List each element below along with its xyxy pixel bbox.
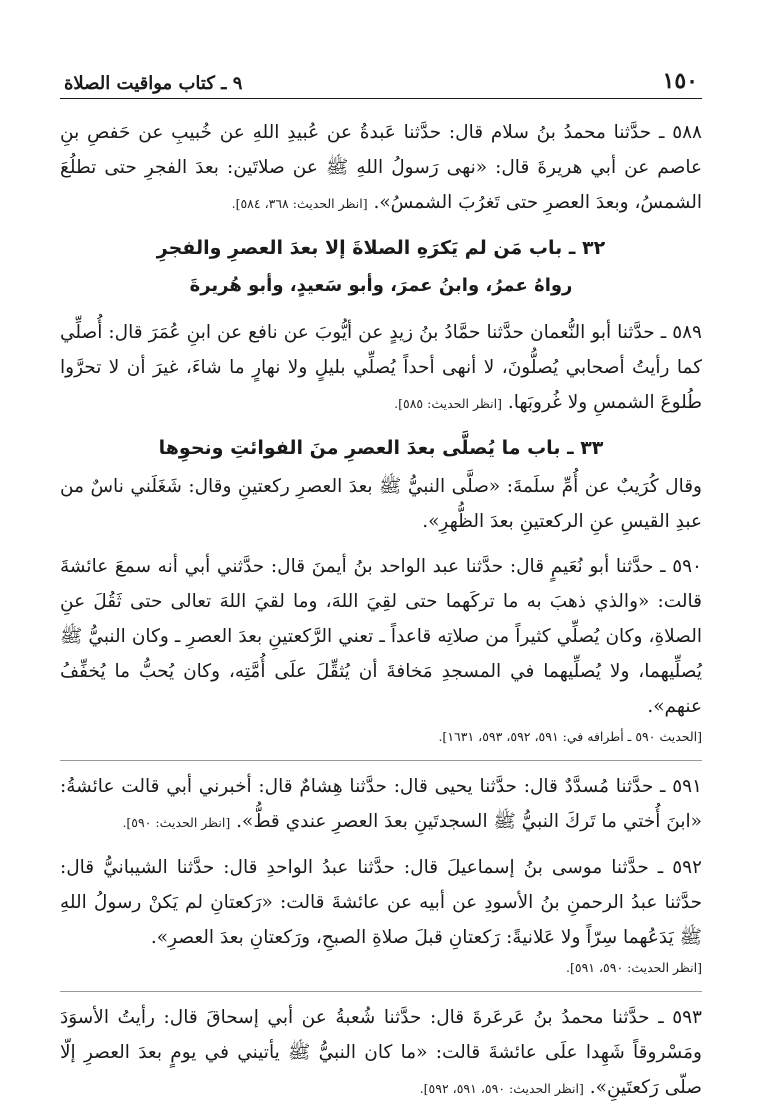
hadith-ref: [انظر الحديث: ٣٦٨، ٥٨٤]. [231,196,368,211]
hadith-592 [60,850,702,981]
running-title: ٩ ـ كتاب مواقيت الصلاة [64,73,243,94]
chapter-heading-32: ٣٢ ـ باب مَن لم يَكرَهِ الصلاةَ إلا بعدَ العصرِ والفجرِ [156,237,606,259]
hadith-text [60,115,702,221]
hadith-589 [60,315,702,421]
chapter-heading-33: ٣٣ ـ باب ما يُصلَّى بعدَ العصرِ منَ الفوائتِ ونحوِها [158,437,604,459]
hadith-text [60,315,702,421]
hadith-ref: [انظر الحديث: ٥٩٠]. [122,815,231,830]
chapter-intro-33 [60,469,702,539]
divider [60,760,702,761]
hadith-593 [60,1000,702,1106]
chapter-subheading-32: رواهُ عمرُ، وابنُ عمرَ، وأبو سَعيدٍ، وأبو هُريرةَ [189,275,573,296]
hadith-591 [60,769,702,840]
hadith-ref: [انظر الحديث: ٥٩٠، ٥٩١]. [566,960,702,975]
divider [60,991,702,992]
hadith-text: ٥٩٢ ـ حدَّثنا موسى بنُ إسماعيلَ قال: حدَّثنا عبدُ الواحدِ قال: حدَّثنا الشيبانيُّ قال: حدَّثنا عبدُ الرحمنِ بنُ الأسودِ عن أبيه عن عائشةَ قالت: «رَكعتانِ لم يَكنْ رسولُ اللهِ ﷺ يَدَعُهما سِرّاً ولا عَلانيةً: رَكعتانِ قبلَ صلاةِ الصبحِ، ورَكعتانِ بعدَ العصرِ». [60,857,702,948]
hadith-body: ٥٩٣ ـ حدَّثنا محمدُ بنُ عَرعَرةَ قال: حدَّثنا شُعبةُ عن أبي إسحاقَ قال: رأيتُ الأسوَدَ ومَسْروقاً شَهِدا علَى عائشةَ قالت: «ما كان النبيُّ ﷺ يأتيني في يومٍ بعدَ العصرِ إلّا صلّى رَكعتَينِ». [60,1007,702,1098]
hadith-ref: [انظر الحديث: ٥٨٥]. [394,396,502,411]
hadith-ref: [الحديث ٥٩٠ ـ أطرافه في: ٥٩١، ٥٩٢، ٥٩٣، ١٦٣١]. [438,729,702,744]
page-content [60,115,702,1106]
hadith-text [60,769,702,840]
hadith-590 [60,549,702,750]
intro-text: وقال كُرَيبٌ عن أُمِّ سلَمةَ: «صلَّى النبيُّ ﷺ بعدَ العصرِ ركعتينِ وقال: شَغَلَني ناسٌ من عبدِ القيسِ عنِ الركعتينِ بعدَ الظُّهرِ». [60,476,702,532]
hadith-body: ٥٨٨ ـ حدَّثنا محمدُ بنُ سلام قال: حدَّثنا عَبدةُ عن عُبيدِ اللهِ عن خُبيبِ عن حَفصِ بنِ عاصم عن أبي هريرةَ قال: «نهى رَسولُ اللهِ ﷺ عن صلاتَين: بعدَ الفجرِ حتى تطلُعَ الشمسُ، وبعدَ العصرِ حتى تَغرُبَ الشمسُ». [60,122,702,213]
page-number: ١٥٠ [662,68,698,94]
hadith-text [60,1000,702,1106]
hadith-588 [60,115,702,221]
hadith-text: ٥٩٠ ـ حدَّثنا أبو نُعَيمٍ قال: حدَّثنا عبد الواحد بنُ أيمنَ قال: حدَّثني أبي أنه سمعَ عائشةَ قالت: «والذي ذهبَ به ما تركَهما حتى لقِيَ اللهَ، وما لقيَ اللهَ تعالى حتى ثَقُلَ عنِ الصلاةِ، وكان يُصلِّي كثيراً من صلاتِه قاعداً ـ تعني الرَّكعتينِ بعدَ العصرِ ـ وكان النبيُّ ﷺ يُصلِّيهما، ولا يُصلِّيهما في المسجدِ مَخافةَ أن يُثقِّلَ علَى أُمَّتِه، وكان يُحبُّ ما يُخفِّفُ عنهم». [60,556,702,717]
hadith-body: ٥٨٩ ـ حدَّثنا أبو النُّعمان حدَّثنا حمَّادُ بنُ زيدٍ عن أيُّوبَ عن نافع عن ابنِ عُمَرَ قال: أُصلِّي كما رأيتُ أصحابي يُصلُّونَ، لا أنهى أحداً يُصلِّي بليلٍ ولا نهارٍ ما شاءَ، غيرَ أن لا تحرَّوا طُلوعَ الشمسِ ولا غُروبَها. [60,322,702,413]
hadith-body: ٥٩١ ـ حدَّثنا مُسدَّدٌ قال: حدَّثنا يحيى قال: حدَّثنا هِشامٌ قال: أخبرني أبي قالت عائشةُ: «ابنَ أُختي ما تَركَ النبيُّ ﷺ السجدتَينِ بعدَ العصرِ عندي قطُّ». [60,776,702,832]
page-header [60,62,702,99]
hadith-ref: [انظر الحديث: ٥٩٠، ٥٩١، ٥٩٢]. [419,1081,584,1096]
